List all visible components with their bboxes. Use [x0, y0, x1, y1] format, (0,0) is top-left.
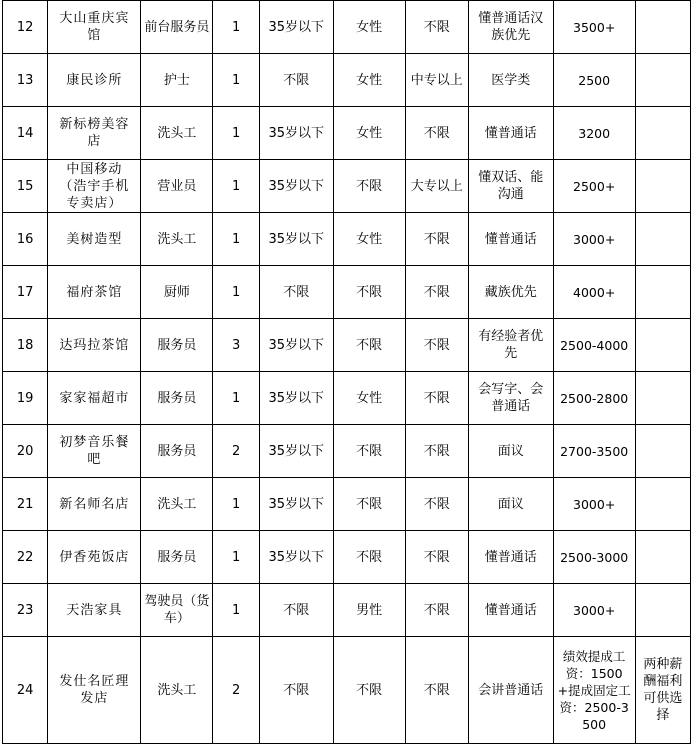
employer-name: 家家福超市: [48, 372, 141, 425]
table-row: [3, 107, 691, 160]
other-requirement: 会写字、会普通话: [468, 372, 553, 425]
other-requirement: 面议: [468, 478, 553, 531]
position: 洗头工: [141, 213, 213, 266]
table-row: [3, 54, 691, 107]
row-number: 15: [3, 160, 48, 213]
note: 两种薪酬福利可供选择: [635, 637, 690, 744]
gender-requirement: 女性: [333, 1, 405, 54]
table-row: [3, 213, 691, 266]
other-requirement: 会讲普通话: [468, 637, 553, 744]
age-requirement: 不限: [259, 637, 333, 744]
note: [635, 266, 690, 319]
headcount: 1: [213, 584, 259, 637]
position: 洗头工: [141, 107, 213, 160]
age-requirement: 不限: [259, 266, 333, 319]
gender-requirement: 不限: [333, 425, 405, 478]
position: 服务员: [141, 319, 213, 372]
age-requirement: 不限: [259, 54, 333, 107]
gender-requirement: 女性: [333, 54, 405, 107]
age-requirement: 35岁以下: [259, 1, 333, 54]
position: 洗头工: [141, 478, 213, 531]
education-requirement: 不限: [405, 531, 468, 584]
position: 营业员: [141, 160, 213, 213]
gender-requirement: 不限: [333, 478, 405, 531]
table-row: [3, 478, 691, 531]
table-body: [3, 1, 691, 744]
salary: 2500-2800: [553, 372, 635, 425]
table-row: [3, 1, 691, 54]
employer-name: 福府茶馆: [48, 266, 141, 319]
note: [635, 213, 690, 266]
other-requirement: 懂普通话: [468, 584, 553, 637]
headcount: 1: [213, 266, 259, 319]
education-requirement: 不限: [405, 319, 468, 372]
other-requirement: 有经验者优先: [468, 319, 553, 372]
education-requirement: 不限: [405, 478, 468, 531]
note: [635, 425, 690, 478]
salary: 3200: [553, 107, 635, 160]
note: [635, 1, 690, 54]
other-requirement: 懂双话、能沟通: [468, 160, 553, 213]
table-row: [3, 319, 691, 372]
other-requirement: 懂普通话: [468, 107, 553, 160]
salary: 2500: [553, 54, 635, 107]
row-number: 20: [3, 425, 48, 478]
employer-name: 伊香苑饭店: [48, 531, 141, 584]
age-requirement: 35岁以下: [259, 213, 333, 266]
headcount: 1: [213, 1, 259, 54]
table-row: [3, 372, 691, 425]
position: 服务员: [141, 425, 213, 478]
row-number: 12: [3, 1, 48, 54]
table-row: [3, 531, 691, 584]
education-requirement: 不限: [405, 213, 468, 266]
salary: 绩效提成工资：1500+提成固定工资：2500-3500: [553, 637, 635, 744]
salary: 2500-4000: [553, 319, 635, 372]
note: [635, 107, 690, 160]
employer-name: 发仕名匠理发店: [48, 637, 141, 744]
headcount: 1: [213, 54, 259, 107]
gender-requirement: 不限: [333, 637, 405, 744]
employer-name: 美树造型: [48, 213, 141, 266]
note: [635, 319, 690, 372]
education-requirement: 不限: [405, 372, 468, 425]
headcount: 1: [213, 372, 259, 425]
table-row: [3, 266, 691, 319]
education-requirement: 中专以上: [405, 54, 468, 107]
row-number: 18: [3, 319, 48, 372]
age-requirement: 35岁以下: [259, 107, 333, 160]
row-number: 13: [3, 54, 48, 107]
row-number: 17: [3, 266, 48, 319]
note: [635, 584, 690, 637]
position: 洗头工: [141, 637, 213, 744]
gender-requirement: 不限: [333, 160, 405, 213]
education-requirement: 不限: [405, 1, 468, 54]
age-requirement: 35岁以下: [259, 425, 333, 478]
employer-name: 天浩家具: [48, 584, 141, 637]
age-requirement: 35岁以下: [259, 319, 333, 372]
salary: 4000+: [553, 266, 635, 319]
row-number: 14: [3, 107, 48, 160]
employer-name: 新标榜美容店: [48, 107, 141, 160]
position: 服务员: [141, 372, 213, 425]
salary: 2700-3500: [553, 425, 635, 478]
age-requirement: 35岁以下: [259, 531, 333, 584]
salary: 3000+: [553, 584, 635, 637]
salary: 2500-3000: [553, 531, 635, 584]
position: 厨师: [141, 266, 213, 319]
gender-requirement: 女性: [333, 372, 405, 425]
gender-requirement: 女性: [333, 107, 405, 160]
headcount: 1: [213, 160, 259, 213]
position: 护士: [141, 54, 213, 107]
position: 前台服务员: [141, 1, 213, 54]
headcount: 1: [213, 531, 259, 584]
education-requirement: 不限: [405, 107, 468, 160]
other-requirement: 懂普通话: [468, 213, 553, 266]
headcount: 1: [213, 107, 259, 160]
table-row: [3, 160, 691, 213]
note: [635, 372, 690, 425]
education-requirement: 不限: [405, 266, 468, 319]
gender-requirement: 不限: [333, 319, 405, 372]
table-row: [3, 425, 691, 478]
other-requirement: 藏族优先: [468, 266, 553, 319]
position: 服务员: [141, 531, 213, 584]
position: 驾驶员（货车）: [141, 584, 213, 637]
headcount: 1: [213, 213, 259, 266]
employer-name: 大山重庆宾馆: [48, 1, 141, 54]
other-requirement: 懂普通话汉族优先: [468, 1, 553, 54]
gender-requirement: 不限: [333, 531, 405, 584]
salary: 3000+: [553, 478, 635, 531]
education-requirement: 不限: [405, 584, 468, 637]
headcount: 2: [213, 425, 259, 478]
headcount: 3: [213, 319, 259, 372]
education-requirement: 大专以上: [405, 160, 468, 213]
job-listing-table: [2, 0, 691, 744]
row-number: 23: [3, 584, 48, 637]
employer-name: 康民诊所: [48, 54, 141, 107]
education-requirement: 不限: [405, 637, 468, 744]
employer-name: 达玛拉茶馆: [48, 319, 141, 372]
age-requirement: 35岁以下: [259, 160, 333, 213]
employer-name: 新名师名店: [48, 478, 141, 531]
age-requirement: 不限: [259, 584, 333, 637]
employer-name: 初梦音乐餐吧: [48, 425, 141, 478]
other-requirement: 懂普通话: [468, 531, 553, 584]
row-number: 22: [3, 531, 48, 584]
row-number: 19: [3, 372, 48, 425]
other-requirement: 医学类: [468, 54, 553, 107]
headcount: 1: [213, 478, 259, 531]
employer-name: 中国移动（浩宇手机专卖店）: [48, 160, 141, 213]
gender-requirement: 不限: [333, 266, 405, 319]
salary: 3500+: [553, 1, 635, 54]
note: [635, 54, 690, 107]
other-requirement: 面议: [468, 425, 553, 478]
row-number: 16: [3, 213, 48, 266]
age-requirement: 35岁以下: [259, 372, 333, 425]
headcount: 2: [213, 637, 259, 744]
gender-requirement: 女性: [333, 213, 405, 266]
table-row: [3, 637, 691, 744]
note: [635, 160, 690, 213]
education-requirement: 不限: [405, 425, 468, 478]
row-number: 21: [3, 478, 48, 531]
row-number: 24: [3, 637, 48, 744]
table-row: [3, 584, 691, 637]
salary: 2500+: [553, 160, 635, 213]
note: [635, 531, 690, 584]
salary: 3000+: [553, 213, 635, 266]
note: [635, 478, 690, 531]
age-requirement: 35岁以下: [259, 478, 333, 531]
gender-requirement: 男性: [333, 584, 405, 637]
